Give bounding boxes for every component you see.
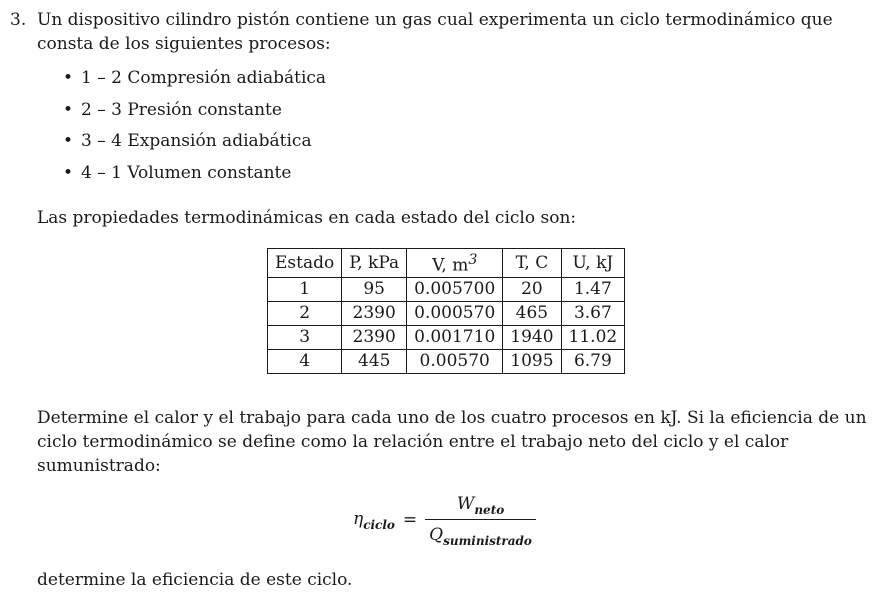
eta-symbol: η: [353, 509, 364, 530]
header-cell-estado: Estado: [268, 249, 342, 278]
table-cell: 0.000570: [407, 301, 503, 325]
table-cell: 2390: [342, 325, 407, 349]
table-row: [268, 349, 625, 373]
table-cell: 6.79: [561, 349, 625, 373]
volume-unit-superscript: 3: [468, 252, 478, 268]
table-cell: 1.47: [561, 277, 625, 301]
list-item: [10, 129, 876, 161]
list-item: [10, 98, 876, 130]
problem-number: 3.: [10, 10, 27, 30]
table-header-row: [268, 249, 625, 278]
table-row: [268, 301, 625, 325]
process-label: 1 – 2 Compresión adiabática: [81, 68, 327, 88]
table-cell: 3: [268, 325, 342, 349]
efficiency-paragraph: Determine el calor y el trabajo para cada uno de los cuatro procesos en kJ. Si la eficiencia de un ciclo termodinámico se define como la relación entre el trabajo neto del ciclo y el calor sumunistrado:: [37, 407, 867, 476]
table-cell: 465: [503, 301, 561, 325]
work-symbol: W: [456, 493, 475, 514]
process-list: [10, 66, 876, 192]
eta-subscript: ciclo: [363, 518, 395, 533]
table-cell: 2: [268, 301, 342, 325]
heat-symbol: Q: [429, 524, 444, 545]
bullet-icon: •: [63, 68, 74, 88]
table-cell: 4: [268, 349, 342, 373]
header-cell-temperature: T, C: [503, 249, 561, 278]
formula-fraction: [425, 492, 536, 548]
formula-equals: =: [402, 509, 418, 530]
table-cell: 1940: [503, 325, 561, 349]
table-cell: 3.67: [561, 301, 625, 325]
bullet-icon: •: [63, 162, 74, 183]
table-row: [268, 325, 625, 349]
header-cell-volume: V, $m^3$: [407, 249, 503, 278]
bullet-icon: •: [63, 131, 74, 151]
fraction-denominator: [425, 519, 536, 548]
table-cell: 0.00570: [407, 349, 503, 373]
properties-table: [267, 248, 625, 374]
work-subscript: neto: [474, 502, 505, 517]
formula-lhs: [353, 507, 395, 532]
table-cell: 1: [268, 277, 342, 301]
table-row: [268, 277, 625, 301]
table-cell: 1095: [503, 349, 561, 373]
problem-intro: Un dispositivo cilindro pistón contiene un gas cual experimenta un ciclo termodinámico que consta de los siguientes procesos:: [37, 10, 833, 54]
table-cell: 11.02: [561, 325, 625, 349]
properties-table-wrapper: [267, 248, 876, 374]
list-item: [10, 161, 876, 193]
heat-subscript: suministrado: [443, 533, 532, 548]
header-cell-pressure: P, kPa: [342, 249, 407, 278]
process-label: 3 – 4 Expansión adiabática: [81, 131, 312, 151]
bullet-icon: •: [63, 99, 74, 120]
problem-block: [10, 8, 876, 592]
final-instruction: determine la eficiencia de este ciclo.: [37, 569, 353, 590]
table-cell: 0.001710: [407, 325, 503, 349]
process-label: 4 – 1 Volumen constante: [81, 162, 292, 183]
table-cell: 95: [342, 277, 407, 301]
process-label: 2 – 3 Presión constante: [81, 99, 282, 120]
efficiency-formula: [353, 492, 876, 548]
fraction-numerator: [453, 492, 508, 519]
table-cell: 0.005700: [407, 277, 503, 301]
table-cell: 445: [342, 349, 407, 373]
header-cell-energy: U, kJ: [561, 249, 625, 278]
list-item: [10, 66, 876, 98]
table-cell: 20: [503, 277, 561, 301]
table-cell: 2390: [342, 301, 407, 325]
properties-intro: Las propiedades termodinámicas en cada estado del ciclo son:: [37, 208, 577, 228]
